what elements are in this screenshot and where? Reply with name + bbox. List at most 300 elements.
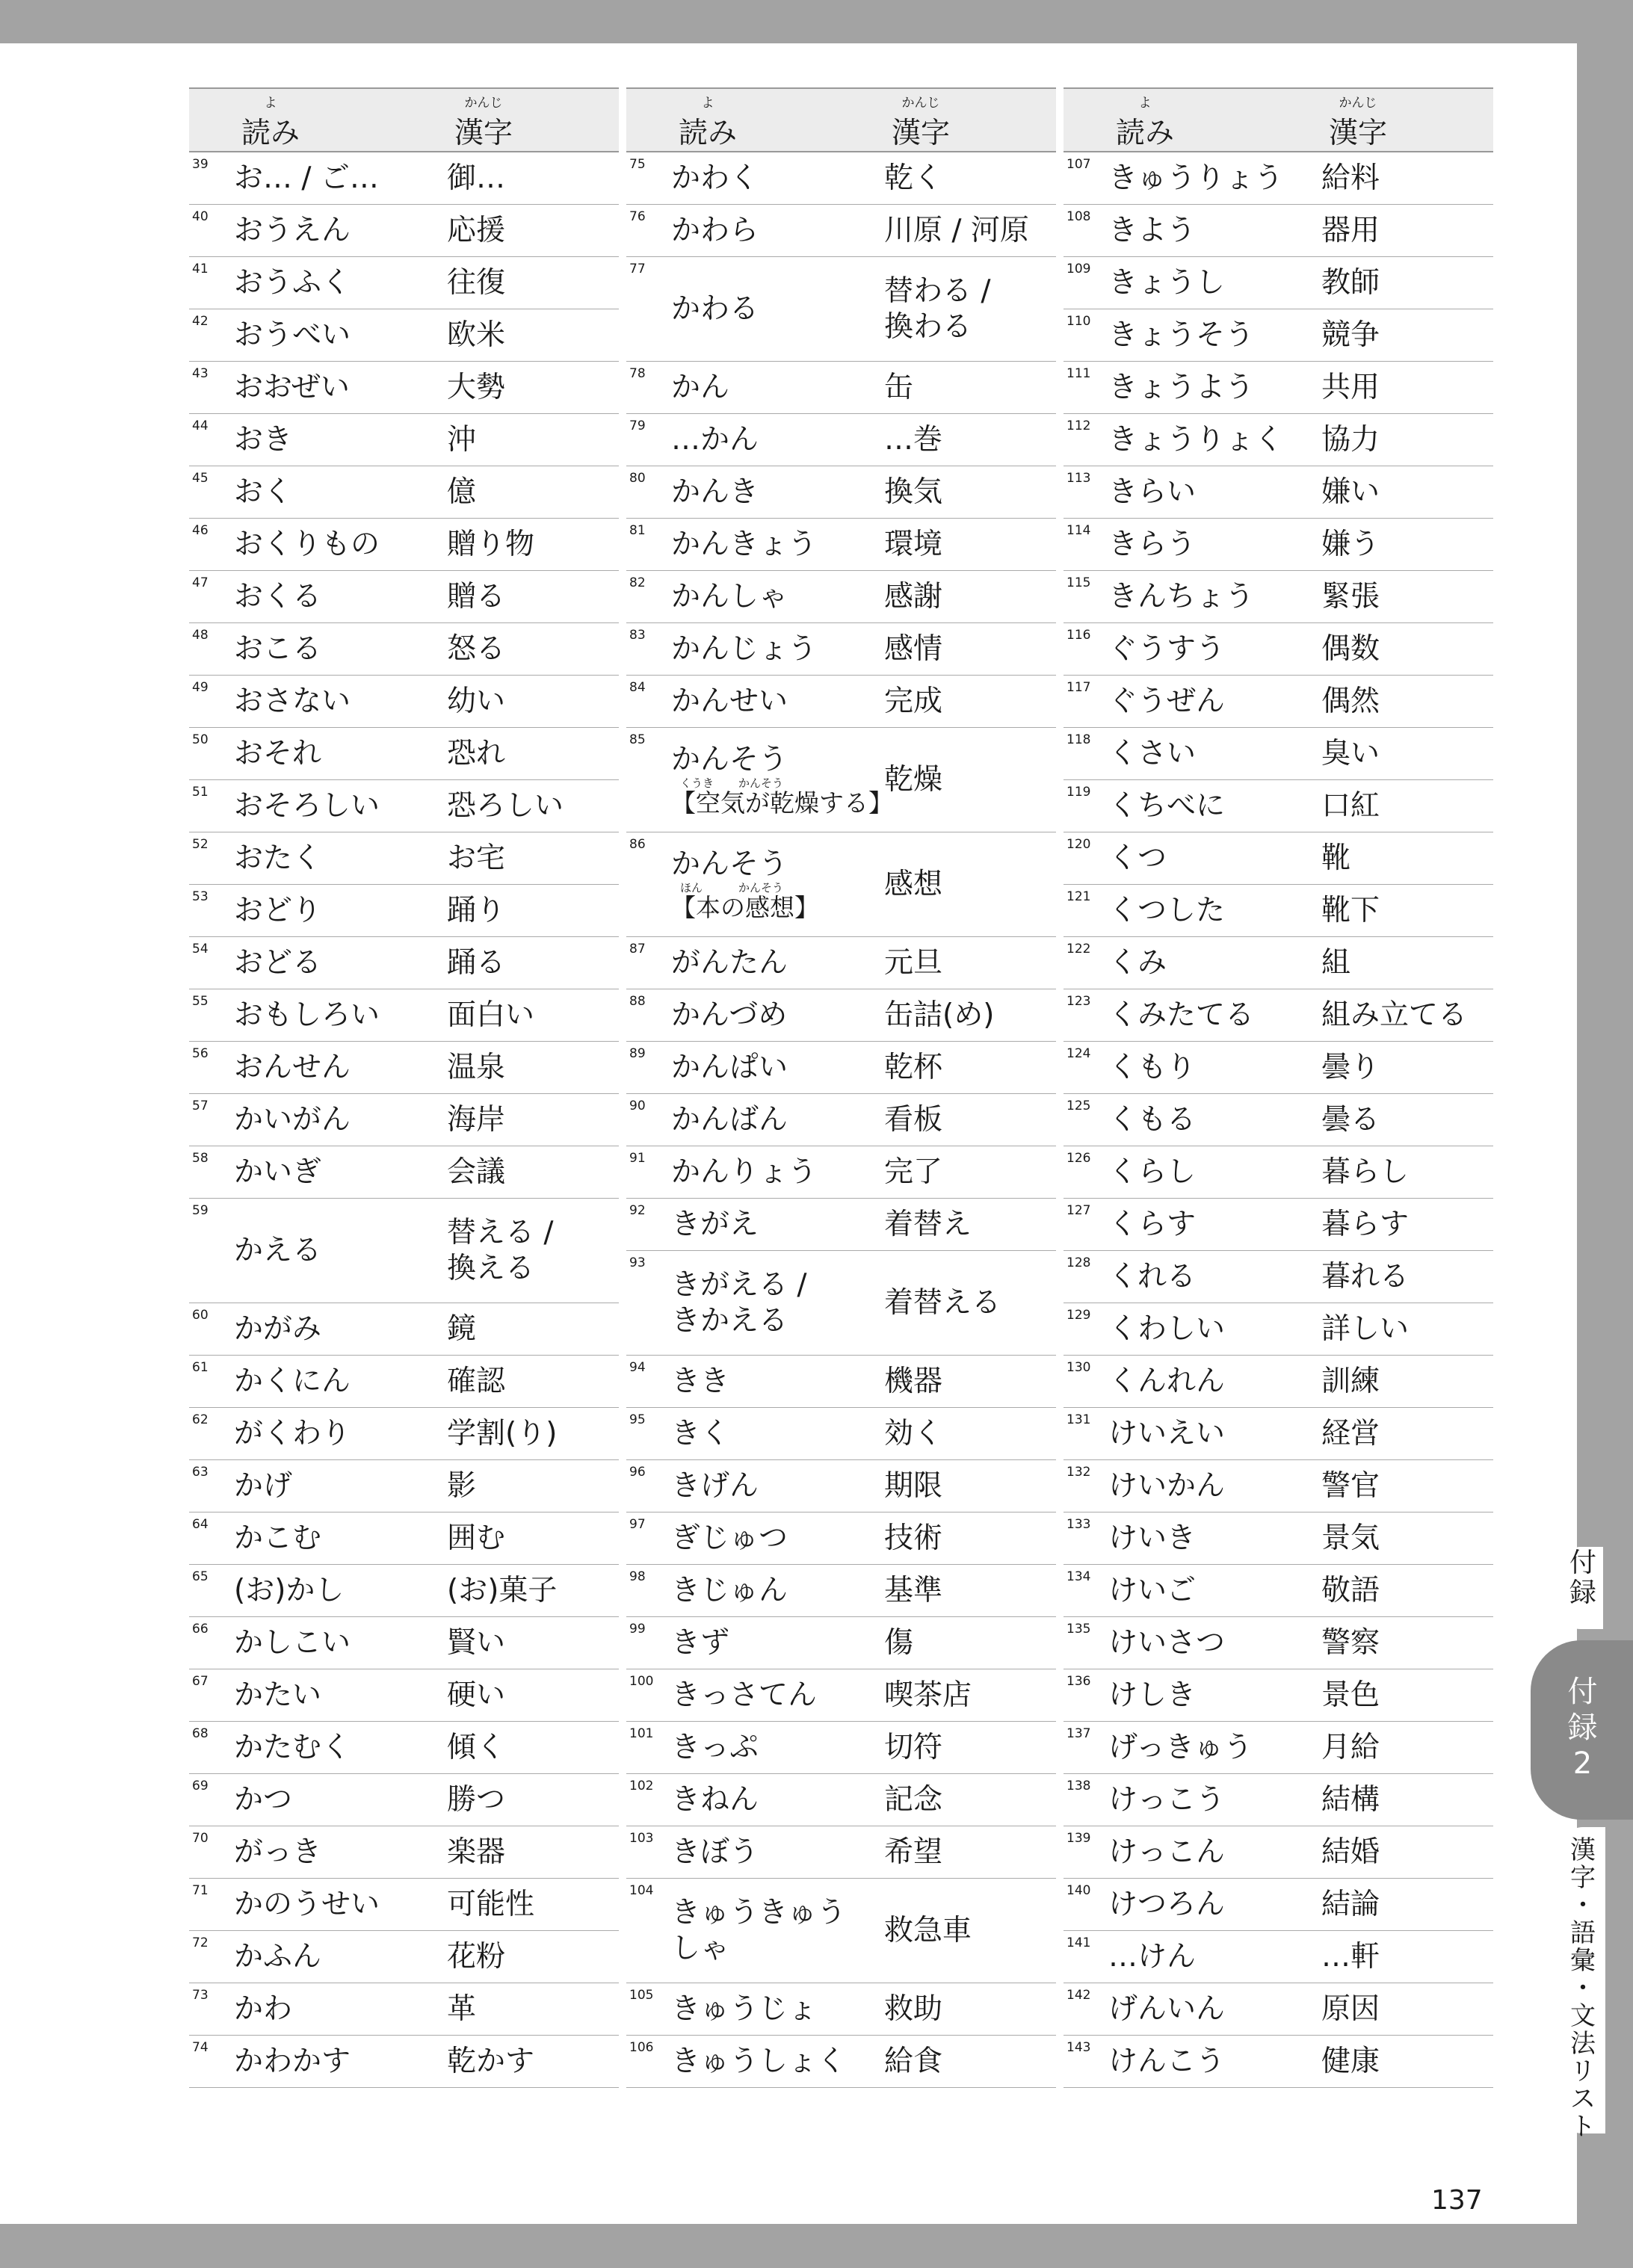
usage-annotation: 【本の感想】 bbox=[671, 892, 819, 922]
vocab-row bbox=[1064, 1460, 1493, 1512]
reading-text: げんいん bbox=[1108, 1992, 1226, 2026]
kanji-text: 欧米 bbox=[447, 318, 506, 352]
kanji-cell bbox=[884, 2036, 1056, 2087]
entry-number: 81 bbox=[629, 523, 646, 538]
vocab-rows bbox=[1064, 152, 1493, 2088]
vocab-row bbox=[189, 309, 619, 362]
reading-cell bbox=[1108, 623, 1318, 675]
entry-number: 135 bbox=[1066, 1622, 1091, 1637]
kanji-cell bbox=[1321, 780, 1493, 832]
reading-cell bbox=[234, 1199, 443, 1303]
reading-text: しゃ bbox=[671, 1931, 730, 1965]
kanji-text: 恐ろしい bbox=[447, 788, 564, 823]
entry-number: 79 bbox=[629, 418, 646, 433]
kanji-cell bbox=[884, 989, 1056, 1041]
reading-text: きがえる / bbox=[671, 1267, 807, 1302]
vocab-row bbox=[626, 1774, 1056, 1826]
reading-text: おもしろい bbox=[234, 998, 380, 1032]
reading-cell bbox=[1108, 1774, 1318, 1826]
reading-cell bbox=[234, 937, 443, 989]
vocab-row bbox=[1064, 571, 1493, 623]
kanji-text: 看板 bbox=[884, 1102, 943, 1137]
kanji-text: 怒る bbox=[447, 631, 506, 666]
yomi-ruby: よ bbox=[1138, 96, 1152, 111]
reading-cell bbox=[1108, 1199, 1318, 1250]
reading-cell bbox=[234, 205, 443, 256]
entry-number: 48 bbox=[192, 628, 209, 643]
vocab-rows bbox=[189, 152, 619, 2088]
reading-text: くちべに bbox=[1108, 788, 1226, 823]
entry-number: 49 bbox=[192, 680, 209, 695]
reading-cell bbox=[234, 1512, 443, 1564]
yomi-heading: 読み bbox=[1116, 117, 1175, 150]
reading-text: くつ bbox=[1108, 841, 1167, 875]
reading-cell bbox=[234, 1042, 443, 1093]
kanji-cell bbox=[884, 832, 1056, 936]
kanji-text: 技術 bbox=[884, 1521, 943, 1555]
vocab-row bbox=[626, 362, 1056, 414]
kanji-cell bbox=[1321, 1303, 1493, 1355]
kanji-cell bbox=[447, 1303, 619, 1355]
reading-text: おうべい bbox=[234, 318, 351, 352]
kanji-text: …軒 bbox=[1321, 1939, 1380, 1974]
vocab-row bbox=[626, 1042, 1056, 1094]
kanji-cell bbox=[447, 1931, 619, 1983]
kanji-ruby: かんじ bbox=[1339, 96, 1377, 111]
vocab-row bbox=[1064, 1356, 1493, 1408]
entry-number: 57 bbox=[192, 1099, 209, 1113]
reading-cell bbox=[1108, 780, 1318, 832]
entry-number: 122 bbox=[1066, 942, 1091, 957]
reading-text: かわ bbox=[234, 1992, 293, 2026]
kanji-text: 換わる bbox=[884, 309, 972, 344]
kanji-cell bbox=[884, 1042, 1056, 1093]
reading-text: きょうよう bbox=[1108, 370, 1255, 404]
vocab-row bbox=[1064, 1512, 1493, 1565]
kanji-cell bbox=[1321, 205, 1493, 256]
entry-number: 62 bbox=[192, 1412, 209, 1427]
kanji-cell bbox=[447, 1617, 619, 1669]
kanji-text: 競争 bbox=[1321, 318, 1380, 352]
entry-number: 130 bbox=[1066, 1360, 1091, 1375]
kanji-cell bbox=[447, 1983, 619, 2035]
kanji-text: 換気 bbox=[884, 475, 943, 509]
reading-text: きよう bbox=[1108, 213, 1197, 247]
kanji-cell bbox=[1321, 152, 1493, 204]
vocab-row bbox=[1064, 989, 1493, 1042]
kanji-heading: 漢字 bbox=[454, 117, 513, 150]
vocab-row bbox=[626, 257, 1056, 362]
entry-number: 138 bbox=[1066, 1779, 1091, 1793]
entry-number: 92 bbox=[629, 1203, 646, 1218]
vocab-row bbox=[1064, 414, 1493, 466]
kanji-text: 訓練 bbox=[1321, 1364, 1380, 1398]
kanji-text: 贈り物 bbox=[447, 527, 535, 561]
reading-text: きょうそう bbox=[1108, 318, 1255, 352]
vocab-row bbox=[626, 1722, 1056, 1774]
kanji-cell bbox=[1321, 414, 1493, 466]
page-number: 137 bbox=[1431, 2185, 1483, 2216]
kanji-cell bbox=[1321, 623, 1493, 675]
entry-number: 102 bbox=[629, 1779, 654, 1793]
reading-cell bbox=[1108, 1931, 1318, 1983]
vocab-row bbox=[189, 1826, 619, 1879]
reading-text: かんしゃ bbox=[671, 579, 788, 614]
vocab-row bbox=[189, 1460, 619, 1512]
kanji-text: 機器 bbox=[884, 1364, 943, 1398]
kanji-text: 協力 bbox=[1321, 422, 1380, 457]
reading-text: くもり bbox=[1108, 1050, 1197, 1084]
kanji-text: 踊る bbox=[447, 945, 506, 980]
kanji-text: 学割(り) bbox=[447, 1416, 558, 1450]
vocab-row bbox=[189, 1146, 619, 1199]
kanji-cell bbox=[1321, 1826, 1493, 1878]
vocab-row bbox=[189, 989, 619, 1042]
reading-cell bbox=[671, 1146, 880, 1198]
kanji-cell bbox=[447, 1879, 619, 1930]
entry-number: 99 bbox=[629, 1622, 646, 1637]
kanji-cell bbox=[447, 1408, 619, 1459]
section-tab-label bbox=[1562, 1837, 1604, 2141]
kanji-cell bbox=[884, 728, 1056, 832]
reading-cell bbox=[1108, 1146, 1318, 1198]
reading-cell bbox=[671, 1356, 880, 1407]
kanji-text: 御… bbox=[447, 161, 506, 195]
reading-text: きく bbox=[671, 1416, 730, 1450]
reading-cell bbox=[671, 1094, 880, 1146]
furigana: くうき bbox=[680, 776, 714, 790]
reading-cell bbox=[671, 414, 880, 466]
reading-text: かがみ bbox=[234, 1311, 322, 1346]
reading-text: きんちょう bbox=[1108, 579, 1255, 614]
entry-number: 133 bbox=[1066, 1517, 1091, 1532]
reading-text: おうふく bbox=[234, 265, 351, 300]
entry-number: 141 bbox=[1066, 1935, 1091, 1950]
vocab-row bbox=[189, 1042, 619, 1094]
reading-cell bbox=[234, 623, 443, 675]
entry-number: 65 bbox=[192, 1569, 209, 1584]
reading-cell bbox=[234, 1617, 443, 1669]
kanji-cell bbox=[884, 1983, 1056, 2035]
reading-text: きゅうじょ bbox=[671, 1992, 818, 2026]
reading-cell bbox=[234, 885, 443, 936]
reading-text: かつ bbox=[234, 1782, 293, 1817]
vocab-row bbox=[626, 676, 1056, 728]
vocab-row bbox=[1064, 1931, 1493, 1983]
kanji-cell bbox=[884, 1617, 1056, 1669]
vocab-row bbox=[189, 937, 619, 989]
reading-text: くもる bbox=[1108, 1102, 1197, 1137]
kanji-cell bbox=[1321, 1879, 1493, 1930]
entry-number: 85 bbox=[629, 732, 646, 747]
entry-number: 95 bbox=[629, 1412, 646, 1427]
kanji-text: 往復 bbox=[447, 265, 506, 300]
reading-text: きっさてん bbox=[671, 1678, 818, 1712]
entry-number: 70 bbox=[192, 1831, 209, 1846]
reading-text: くらし bbox=[1108, 1155, 1197, 1189]
kanji-text: 月給 bbox=[1321, 1730, 1380, 1764]
kanji-text: 会議 bbox=[447, 1155, 506, 1189]
reading-text: かたい bbox=[234, 1678, 322, 1712]
vocab-row bbox=[189, 780, 619, 832]
kanji-text: 靴下 bbox=[1321, 893, 1380, 927]
reading-cell bbox=[671, 152, 880, 204]
kanji-cell bbox=[884, 1094, 1056, 1146]
vocab-row bbox=[626, 466, 1056, 519]
kanji-text: 暮れる bbox=[1321, 1259, 1410, 1294]
reading-cell bbox=[1108, 1303, 1318, 1355]
entry-number: 96 bbox=[629, 1465, 646, 1480]
kanji-text: 踊り bbox=[447, 893, 506, 927]
entry-number: 80 bbox=[629, 471, 646, 486]
kanji-text: 乾かす bbox=[447, 2044, 535, 2078]
kanji-cell bbox=[1321, 1094, 1493, 1146]
vocab-row bbox=[189, 623, 619, 676]
kanji-cell bbox=[447, 832, 619, 884]
entry-number: 63 bbox=[192, 1465, 209, 1480]
reading-cell bbox=[234, 989, 443, 1041]
entry-number: 58 bbox=[192, 1151, 209, 1166]
kanji-text: 替わる / bbox=[884, 274, 991, 308]
entry-number: 103 bbox=[629, 1831, 654, 1846]
entry-number: 72 bbox=[192, 1935, 209, 1950]
kanji-text: 臭い bbox=[1321, 736, 1380, 770]
reading-cell bbox=[234, 1303, 443, 1355]
reading-text: かんき bbox=[671, 475, 759, 509]
reading-cell bbox=[234, 1565, 443, 1616]
kanji-cell bbox=[447, 1565, 619, 1616]
reading-text: けいかん bbox=[1108, 1468, 1226, 1503]
entry-number: 109 bbox=[1066, 262, 1091, 276]
kanji-text: 缶 bbox=[884, 370, 914, 404]
reading-text: おどる bbox=[234, 945, 322, 980]
reading-text: けつろん bbox=[1108, 1887, 1226, 1921]
reading-text: きかえる bbox=[671, 1303, 788, 1338]
reading-cell bbox=[671, 1617, 880, 1669]
entry-number: 128 bbox=[1066, 1255, 1091, 1270]
kanji-cell bbox=[884, 1146, 1056, 1198]
vocab-row bbox=[189, 362, 619, 414]
kanji-ruby: かんじ bbox=[901, 96, 940, 111]
kanji-text: 賢い bbox=[447, 1625, 506, 1660]
vocab-row bbox=[1064, 623, 1493, 676]
reading-text: けいさつ bbox=[1108, 1625, 1226, 1660]
kanji-cell bbox=[447, 1356, 619, 1407]
reading-cell bbox=[1108, 466, 1318, 518]
kanji-cell bbox=[447, 1042, 619, 1093]
vocab-row bbox=[189, 885, 619, 937]
kanji-cell bbox=[1321, 1774, 1493, 1826]
vocab-row bbox=[626, 1199, 1056, 1251]
kanji-cell bbox=[447, 519, 619, 570]
entry-number: 43 bbox=[192, 366, 209, 381]
kanji-text: 組み立てる bbox=[1321, 998, 1468, 1032]
reading-text: きょうし bbox=[1108, 265, 1226, 300]
kanji-text: 健康 bbox=[1321, 2044, 1380, 2078]
entry-number: 86 bbox=[629, 837, 646, 852]
kanji-cell bbox=[1321, 1042, 1493, 1093]
reading-cell bbox=[1108, 1356, 1318, 1407]
kanji-text: 着替える bbox=[884, 1285, 1001, 1320]
vertical-text: 付 録 bbox=[1569, 1548, 1596, 1608]
reading-cell bbox=[234, 1460, 443, 1512]
reading-cell bbox=[671, 466, 880, 518]
kanji-cell bbox=[447, 1826, 619, 1878]
entry-number: 101 bbox=[629, 1726, 654, 1741]
kanji-text: 恐れ bbox=[447, 736, 506, 770]
entry-number: 56 bbox=[192, 1046, 209, 1061]
reading-text: かわる bbox=[671, 291, 759, 326]
reading-text: おき bbox=[234, 422, 293, 457]
furigana: かんそう bbox=[738, 880, 784, 894]
kanji-text: 乾燥 bbox=[884, 762, 943, 797]
reading-cell bbox=[1108, 152, 1318, 204]
vocab-row bbox=[626, 205, 1056, 257]
kanji-text: 感想 bbox=[884, 867, 943, 901]
kanji-text: 囲む bbox=[447, 1521, 506, 1555]
kanji-cell bbox=[447, 2036, 619, 2087]
kanji-cell bbox=[447, 1774, 619, 1826]
entry-number: 108 bbox=[1066, 209, 1091, 224]
entry-number: 121 bbox=[1066, 889, 1091, 904]
kanji-cell bbox=[1321, 466, 1493, 518]
kanji-text: 嫌い bbox=[1321, 475, 1380, 509]
kanji-cell bbox=[447, 362, 619, 413]
vocab-row bbox=[1064, 2036, 1493, 2088]
reading-cell bbox=[671, 362, 880, 413]
entry-number: 114 bbox=[1066, 523, 1091, 538]
reading-cell bbox=[234, 676, 443, 727]
entry-number: 111 bbox=[1066, 366, 1091, 381]
vocab-row bbox=[1064, 1669, 1493, 1722]
kanji-text: 曇る bbox=[1321, 1102, 1380, 1137]
reading-cell bbox=[671, 2036, 880, 2087]
annotation-furigana bbox=[671, 880, 880, 894]
kanji-text: 希望 bbox=[884, 1835, 943, 1869]
reading-text: がんたん bbox=[671, 945, 788, 980]
entry-number: 54 bbox=[192, 942, 209, 957]
vocab-row bbox=[626, 832, 1056, 937]
vocab-row bbox=[189, 1722, 619, 1774]
kanji-cell bbox=[1321, 832, 1493, 884]
kanji-text: 共用 bbox=[1321, 370, 1380, 404]
vocab-row bbox=[626, 1146, 1056, 1199]
reading-cell bbox=[1108, 571, 1318, 622]
kanji-cell bbox=[1321, 519, 1493, 570]
reading-text: くんれん bbox=[1108, 1364, 1226, 1398]
reading-text: げっきゅう bbox=[1108, 1730, 1253, 1764]
vocab-row bbox=[1064, 832, 1493, 885]
reading-text: くれる bbox=[1108, 1259, 1197, 1294]
reading-cell bbox=[671, 1199, 880, 1250]
entry-number: 53 bbox=[192, 889, 209, 904]
entry-number: 75 bbox=[629, 157, 646, 172]
kanji-cell bbox=[447, 1722, 619, 1773]
reading-cell bbox=[234, 152, 443, 204]
entry-number: 59 bbox=[192, 1203, 209, 1218]
kanji-cell bbox=[447, 152, 619, 204]
reading-cell bbox=[671, 1983, 880, 2035]
reading-cell bbox=[1108, 885, 1318, 936]
reading-text: …けん bbox=[1108, 1939, 1197, 1974]
reading-text: きゅうきゅう bbox=[671, 1895, 847, 1929]
kanji-text: 環境 bbox=[884, 527, 943, 561]
vocab-rows bbox=[626, 152, 1056, 2088]
vocab-row bbox=[1064, 309, 1493, 362]
reading-cell bbox=[234, 728, 443, 779]
kanji-cell bbox=[1321, 676, 1493, 727]
kanji-text: 結論 bbox=[1321, 1887, 1380, 1921]
kanji-text: 救助 bbox=[884, 1992, 943, 2026]
entry-number: 140 bbox=[1066, 1883, 1091, 1898]
reading-cell bbox=[671, 1565, 880, 1616]
reading-cell bbox=[234, 832, 443, 884]
reading-cell bbox=[671, 519, 880, 570]
entry-number: 136 bbox=[1066, 1674, 1091, 1689]
vocab-row bbox=[626, 152, 1056, 205]
kanji-text: 詳しい bbox=[1321, 1311, 1410, 1346]
kanji-text: 乾く bbox=[884, 161, 943, 195]
entry-number: 67 bbox=[192, 1674, 209, 1689]
reading-text: きゅうしょく bbox=[671, 2044, 847, 2078]
vocab-row bbox=[626, 2036, 1056, 2088]
kanji-cell bbox=[447, 571, 619, 622]
reading-text: かくにん bbox=[234, 1364, 351, 1398]
reading-cell bbox=[671, 1042, 880, 1093]
entry-number: 55 bbox=[192, 994, 209, 1009]
reading-text: かわら bbox=[671, 213, 759, 247]
kanji-text: 記念 bbox=[884, 1782, 943, 1817]
column-header bbox=[626, 87, 1056, 152]
reading-text: かんそう bbox=[671, 847, 788, 881]
entry-number: 105 bbox=[629, 1988, 654, 2003]
kanji-text: 可能性 bbox=[447, 1887, 535, 1921]
reading-cell bbox=[234, 1931, 443, 1983]
vocab-row bbox=[1064, 728, 1493, 780]
kanji-cell bbox=[1321, 1460, 1493, 1512]
vocab-row bbox=[189, 1879, 619, 1931]
vocab-row bbox=[626, 623, 1056, 676]
reading-text: けいえい bbox=[1108, 1416, 1226, 1450]
reading-text: おく bbox=[234, 475, 293, 509]
entry-number: 64 bbox=[192, 1517, 209, 1532]
kanji-cell bbox=[884, 466, 1056, 518]
entry-number: 77 bbox=[629, 262, 646, 276]
reading-text: きがえ bbox=[671, 1207, 759, 1241]
reading-text: かわく bbox=[671, 161, 759, 195]
entry-number: 107 bbox=[1066, 157, 1091, 172]
reading-text: かいぎ bbox=[234, 1155, 322, 1189]
kanji-cell bbox=[447, 1460, 619, 1512]
kanji-text: 緊張 bbox=[1321, 579, 1380, 614]
entry-number: 69 bbox=[192, 1779, 209, 1793]
entry-number: 91 bbox=[629, 1151, 646, 1166]
reading-text: おたく bbox=[234, 841, 322, 875]
reading-text: くわしい bbox=[1108, 1311, 1226, 1346]
kanji-cell bbox=[1321, 1931, 1493, 1983]
reading-text: くみたてる bbox=[1108, 998, 1255, 1032]
kanji-cell bbox=[1321, 362, 1493, 413]
appendix2-number: 2 bbox=[1572, 1746, 1593, 1781]
kanji-text: 結婚 bbox=[1321, 1835, 1380, 1869]
reading-text: かしこい bbox=[234, 1625, 351, 1660]
kanji-text: 偶数 bbox=[1321, 631, 1380, 666]
column-header bbox=[1064, 87, 1493, 152]
reading-cell bbox=[671, 989, 880, 1041]
reading-cell bbox=[1108, 414, 1318, 466]
reading-text: おこる bbox=[234, 631, 322, 666]
entry-number: 110 bbox=[1066, 314, 1091, 329]
